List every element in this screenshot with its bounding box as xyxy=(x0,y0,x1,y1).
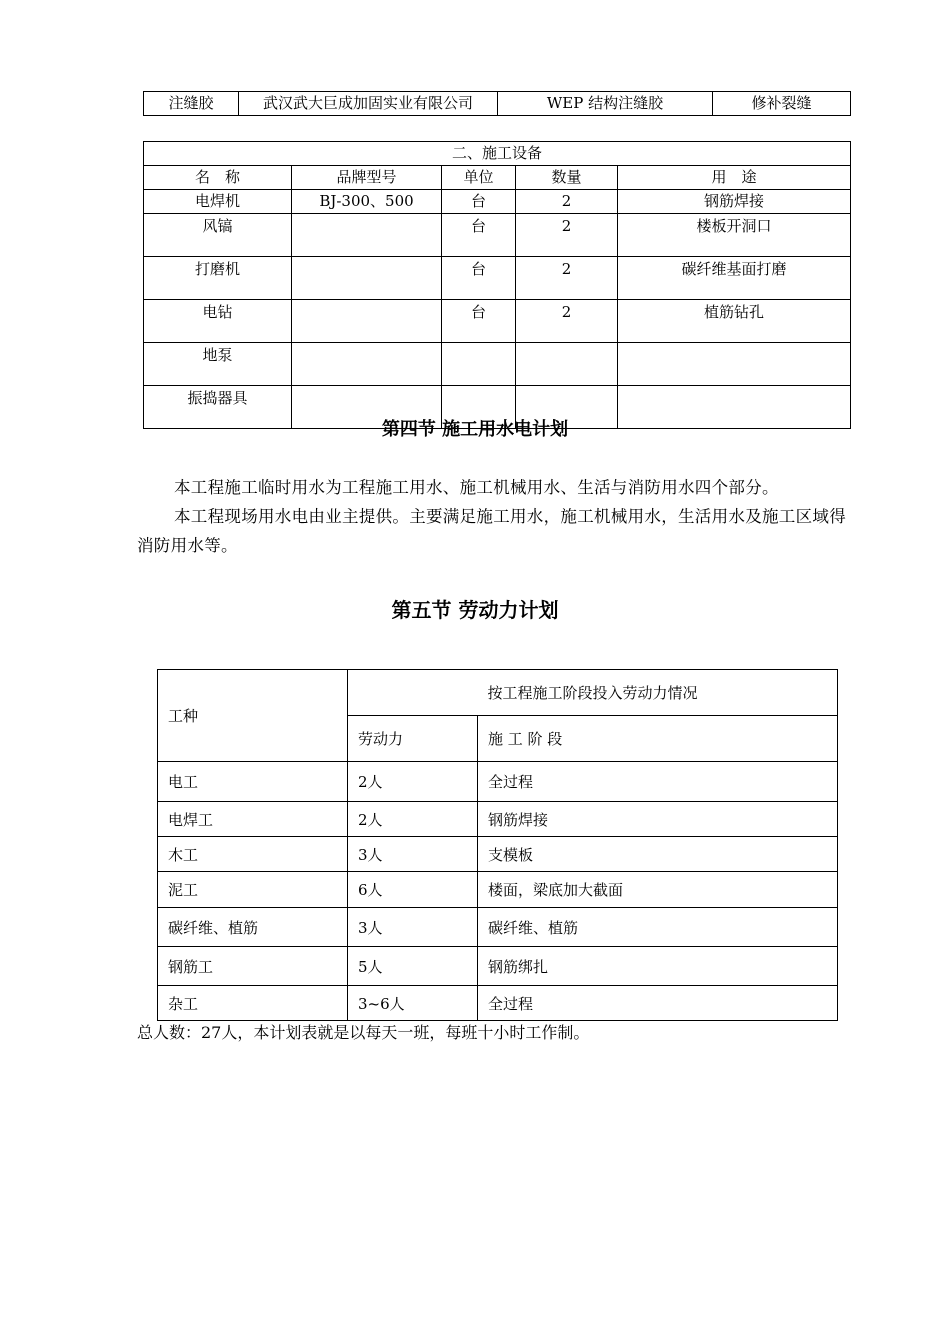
labor-cell: 3人 xyxy=(348,908,478,947)
equipment-section-title: 二、施工设备 xyxy=(144,142,851,166)
labor-row xyxy=(158,986,838,1021)
labor-cell: 全过程 xyxy=(478,986,838,1021)
labor-cell: 杂工 xyxy=(158,986,348,1021)
equipment-cell: 台 xyxy=(442,190,516,214)
labor-cell: 3人 xyxy=(348,837,478,872)
equipment-cell: 2 xyxy=(516,300,618,343)
labor-cell: 支模板 xyxy=(478,837,838,872)
equipment-cell xyxy=(618,343,851,386)
labor-subheader: 劳动力 xyxy=(348,716,478,762)
labor-cell: 电焊工 xyxy=(158,802,348,837)
labor-cell: 泥工 xyxy=(158,872,348,908)
equipment-header-row xyxy=(144,166,851,190)
equipment-cell: 电钻 xyxy=(144,300,292,343)
equipment-cell: 打磨机 xyxy=(144,257,292,300)
equipment-row xyxy=(144,257,851,300)
equipment-cell: 台 xyxy=(442,257,516,300)
equipment-table xyxy=(143,141,851,429)
labor-cell: 钢筋焊接 xyxy=(478,802,838,837)
labor-row xyxy=(158,872,838,908)
labor-row xyxy=(158,762,838,802)
labor-group-header: 按工程施工阶段投入劳动力情况 xyxy=(348,670,838,716)
equipment-cell: 碳纤维基面打磨 xyxy=(618,257,851,300)
labor-table xyxy=(157,669,838,1021)
equipment-cell xyxy=(292,257,442,300)
labor-cell: 全过程 xyxy=(478,762,838,802)
labor-row xyxy=(158,802,838,837)
material-row xyxy=(144,92,851,116)
equipment-cell: 2 xyxy=(516,214,618,257)
equipment-cell: 2 xyxy=(516,190,618,214)
equipment-cell: 电焊机 xyxy=(144,190,292,214)
labor-cell: 钢筋工 xyxy=(158,947,348,986)
section4-paragraph-1: 本工程施工临时用水为工程施工用水、施工机械用水、生活与消防用水四个部分。 xyxy=(174,478,779,497)
equipment-cell xyxy=(442,343,516,386)
equipment-cell: 楼板开洞口 xyxy=(618,214,851,257)
equipment-cell: 台 xyxy=(442,214,516,257)
labor-cell: 2人 xyxy=(348,762,478,802)
material-table xyxy=(143,91,851,116)
material-use: 修补裂缝 xyxy=(713,92,851,116)
equipment-row xyxy=(144,190,851,214)
labor-summary: 总人数：27人，本计划表就是以每天一班，每班十小时工作制。 xyxy=(137,1023,590,1042)
material-name: 注缝胶 xyxy=(144,92,239,116)
equipment-cell xyxy=(292,343,442,386)
labor-cell: 钢筋绑扎 xyxy=(478,947,838,986)
equipment-header: 用 途 xyxy=(618,166,851,190)
section4-title: 第四节 施工用水电计划 xyxy=(381,419,569,440)
equipment-cell: BJ-300、500 xyxy=(292,190,442,214)
labor-type-header: 工种 xyxy=(158,670,348,762)
equipment-cell xyxy=(292,300,442,343)
material-supplier: 武汉武大巨成加固实业有限公司 xyxy=(239,92,498,116)
equipment-header: 数量 xyxy=(516,166,618,190)
labor-cell: 碳纤维、植筋 xyxy=(478,908,838,947)
equipment-row xyxy=(144,214,851,257)
equipment-cell xyxy=(292,214,442,257)
equipment-row xyxy=(144,300,851,343)
section5-title: 第五节 劳动力计划 xyxy=(391,598,559,622)
equipment-cell: 振捣器具 xyxy=(144,386,292,429)
labor-row xyxy=(158,947,838,986)
equipment-cell: 2 xyxy=(516,257,618,300)
labor-header-row xyxy=(158,670,838,716)
equipment-cell: 台 xyxy=(442,300,516,343)
labor-cell: 楼面，梁底加大截面 xyxy=(478,872,838,908)
labor-cell: 木工 xyxy=(158,837,348,872)
equipment-cell: 植筋钻孔 xyxy=(618,300,851,343)
equipment-header: 名 称 xyxy=(144,166,292,190)
equipment-cell: 风镐 xyxy=(144,214,292,257)
equipment-header: 品牌型号 xyxy=(292,166,442,190)
labor-row xyxy=(158,908,838,947)
labor-subheader: 施 工 阶 段 xyxy=(478,716,838,762)
labor-cell: 电工 xyxy=(158,762,348,802)
equipment-cell: 钢筋焊接 xyxy=(618,190,851,214)
equipment-header: 单位 xyxy=(442,166,516,190)
labor-cell: 5人 xyxy=(348,947,478,986)
section4-paragraph-2: 本工程现场用水电由业主提供。主要满足施工用水，施工机械用水，生活用水及施工区域得消防用水等。 xyxy=(137,507,846,555)
equipment-cell xyxy=(516,343,618,386)
equipment-row xyxy=(144,343,851,386)
labor-cell: 2人 xyxy=(348,802,478,837)
labor-row xyxy=(158,837,838,872)
material-model: WEP 结构注缝胶 xyxy=(498,92,713,116)
labor-cell: 6人 xyxy=(348,872,478,908)
labor-cell: 3~6人 xyxy=(348,986,478,1021)
equipment-section-row xyxy=(144,142,851,166)
equipment-cell: 地泵 xyxy=(144,343,292,386)
labor-cell: 碳纤维、植筋 xyxy=(158,908,348,947)
